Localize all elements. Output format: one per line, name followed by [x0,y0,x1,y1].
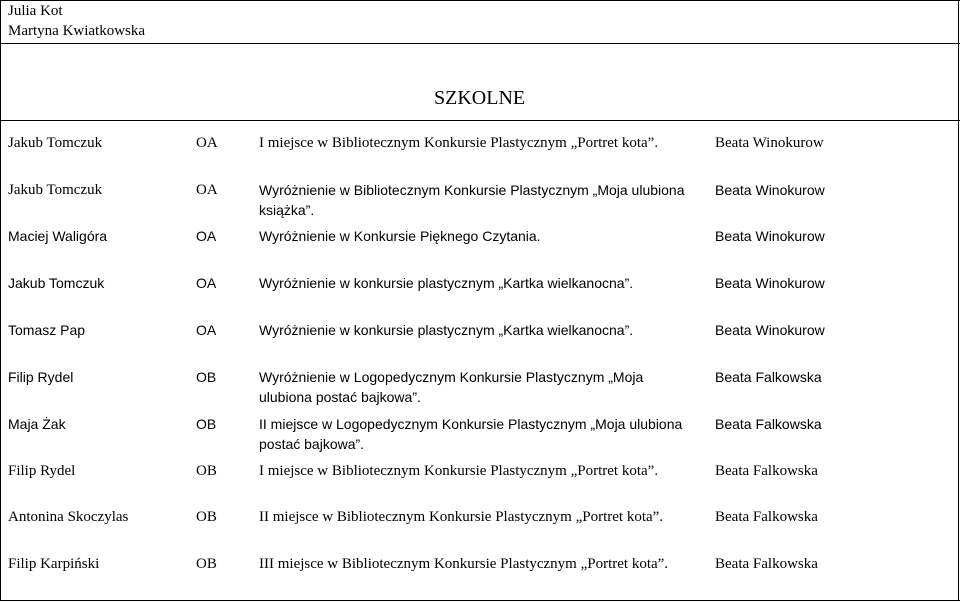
teacher-name: Beata Falkowska [715,463,818,479]
award-description: Wyróżnienie w Konkursie Pięknego Czytania. [259,228,541,244]
class-code: OB [196,463,217,479]
student-name: Jakub Tomczuk [8,182,103,198]
award-description: I miejsce w Bibliotecznym Konkursie Plastycznym „Portret kota”. [259,463,659,479]
award-description: Wyróżnienie w konkursie plastycznym „Kartka wielkanocna”. [259,275,634,291]
teacher-name: Beata Winokurow [715,275,825,291]
class-code: OA [196,322,217,338]
class-code: OA [196,135,218,151]
student-name: Maciej Waligóra [8,228,108,244]
award-description: Wyróżnienie w Logopedycznym Konkursie Plastycznym „Moja ulubiona postać bajkowa”. [259,369,644,405]
table-rule [0,120,960,121]
table-border-top [0,0,960,1]
table-border-left [0,120,1,601]
student-name: Filip Rydel [8,463,76,479]
award-description: Wyróżnienie w Bibliotecznym Konkursie Plastycznym „Moja ulubiona książka”. [259,182,685,218]
class-code: OA [196,275,217,291]
teacher-name: Beata Falkowska [715,369,822,385]
student-name: Jakub Tomczuk [8,275,105,291]
class-code: OB [196,556,217,572]
teacher-name: Beata Winokurow [715,228,825,244]
award-description: I miejsce w Bibliotecznym Konkursie Plastycznym „Portret kota”. [259,135,659,151]
award-description: II miejsce w Bibliotecznym Konkursie Plastycznym „Portret kota”. [259,509,664,525]
award-description: III miejsce w Bibliotecznym Konkursie Plastycznym „Portret kota”. [259,556,669,572]
teacher-name: Beata Winokurow [715,322,825,338]
class-code: OA [196,228,217,244]
student-name: Tomasz Pap [8,322,86,338]
student-name: Antonina Skoczylas [8,509,129,525]
table-border-left [0,43,1,121]
section-title: SZKOLNE [434,87,526,109]
class-code: OB [196,416,217,432]
header-name: Martyna Kwiatkowska [8,23,146,39]
class-code: OA [196,182,218,198]
student-name: Filip Rydel [8,369,74,385]
table-border-right [958,0,959,601]
student-name: Maja Żak [8,416,66,432]
teacher-name: Beata Winokurow [715,135,824,151]
table-border-left [0,0,1,44]
teacher-name: Beata Falkowska [715,509,818,525]
class-code: OB [196,509,217,525]
teacher-name: Beata Falkowska [715,556,818,572]
table-rule [0,43,960,44]
header-name: Julia Kot [8,3,63,19]
award-description: II miejsce w Logopedycznym Konkursie Plastycznym „Moja ulubiona postać bajkowa”. [259,416,683,452]
table-border-bottom [0,600,960,601]
award-description: Wyróżnienie w konkursie plastycznym „Kartka wielkanocna”. [259,322,634,338]
student-name: Jakub Tomczuk [8,135,103,151]
teacher-name: Beata Falkowska [715,416,822,432]
class-code: OB [196,369,217,385]
teacher-name: Beata Winokurow [715,182,825,198]
student-name: Filip Karpiński [8,556,100,572]
